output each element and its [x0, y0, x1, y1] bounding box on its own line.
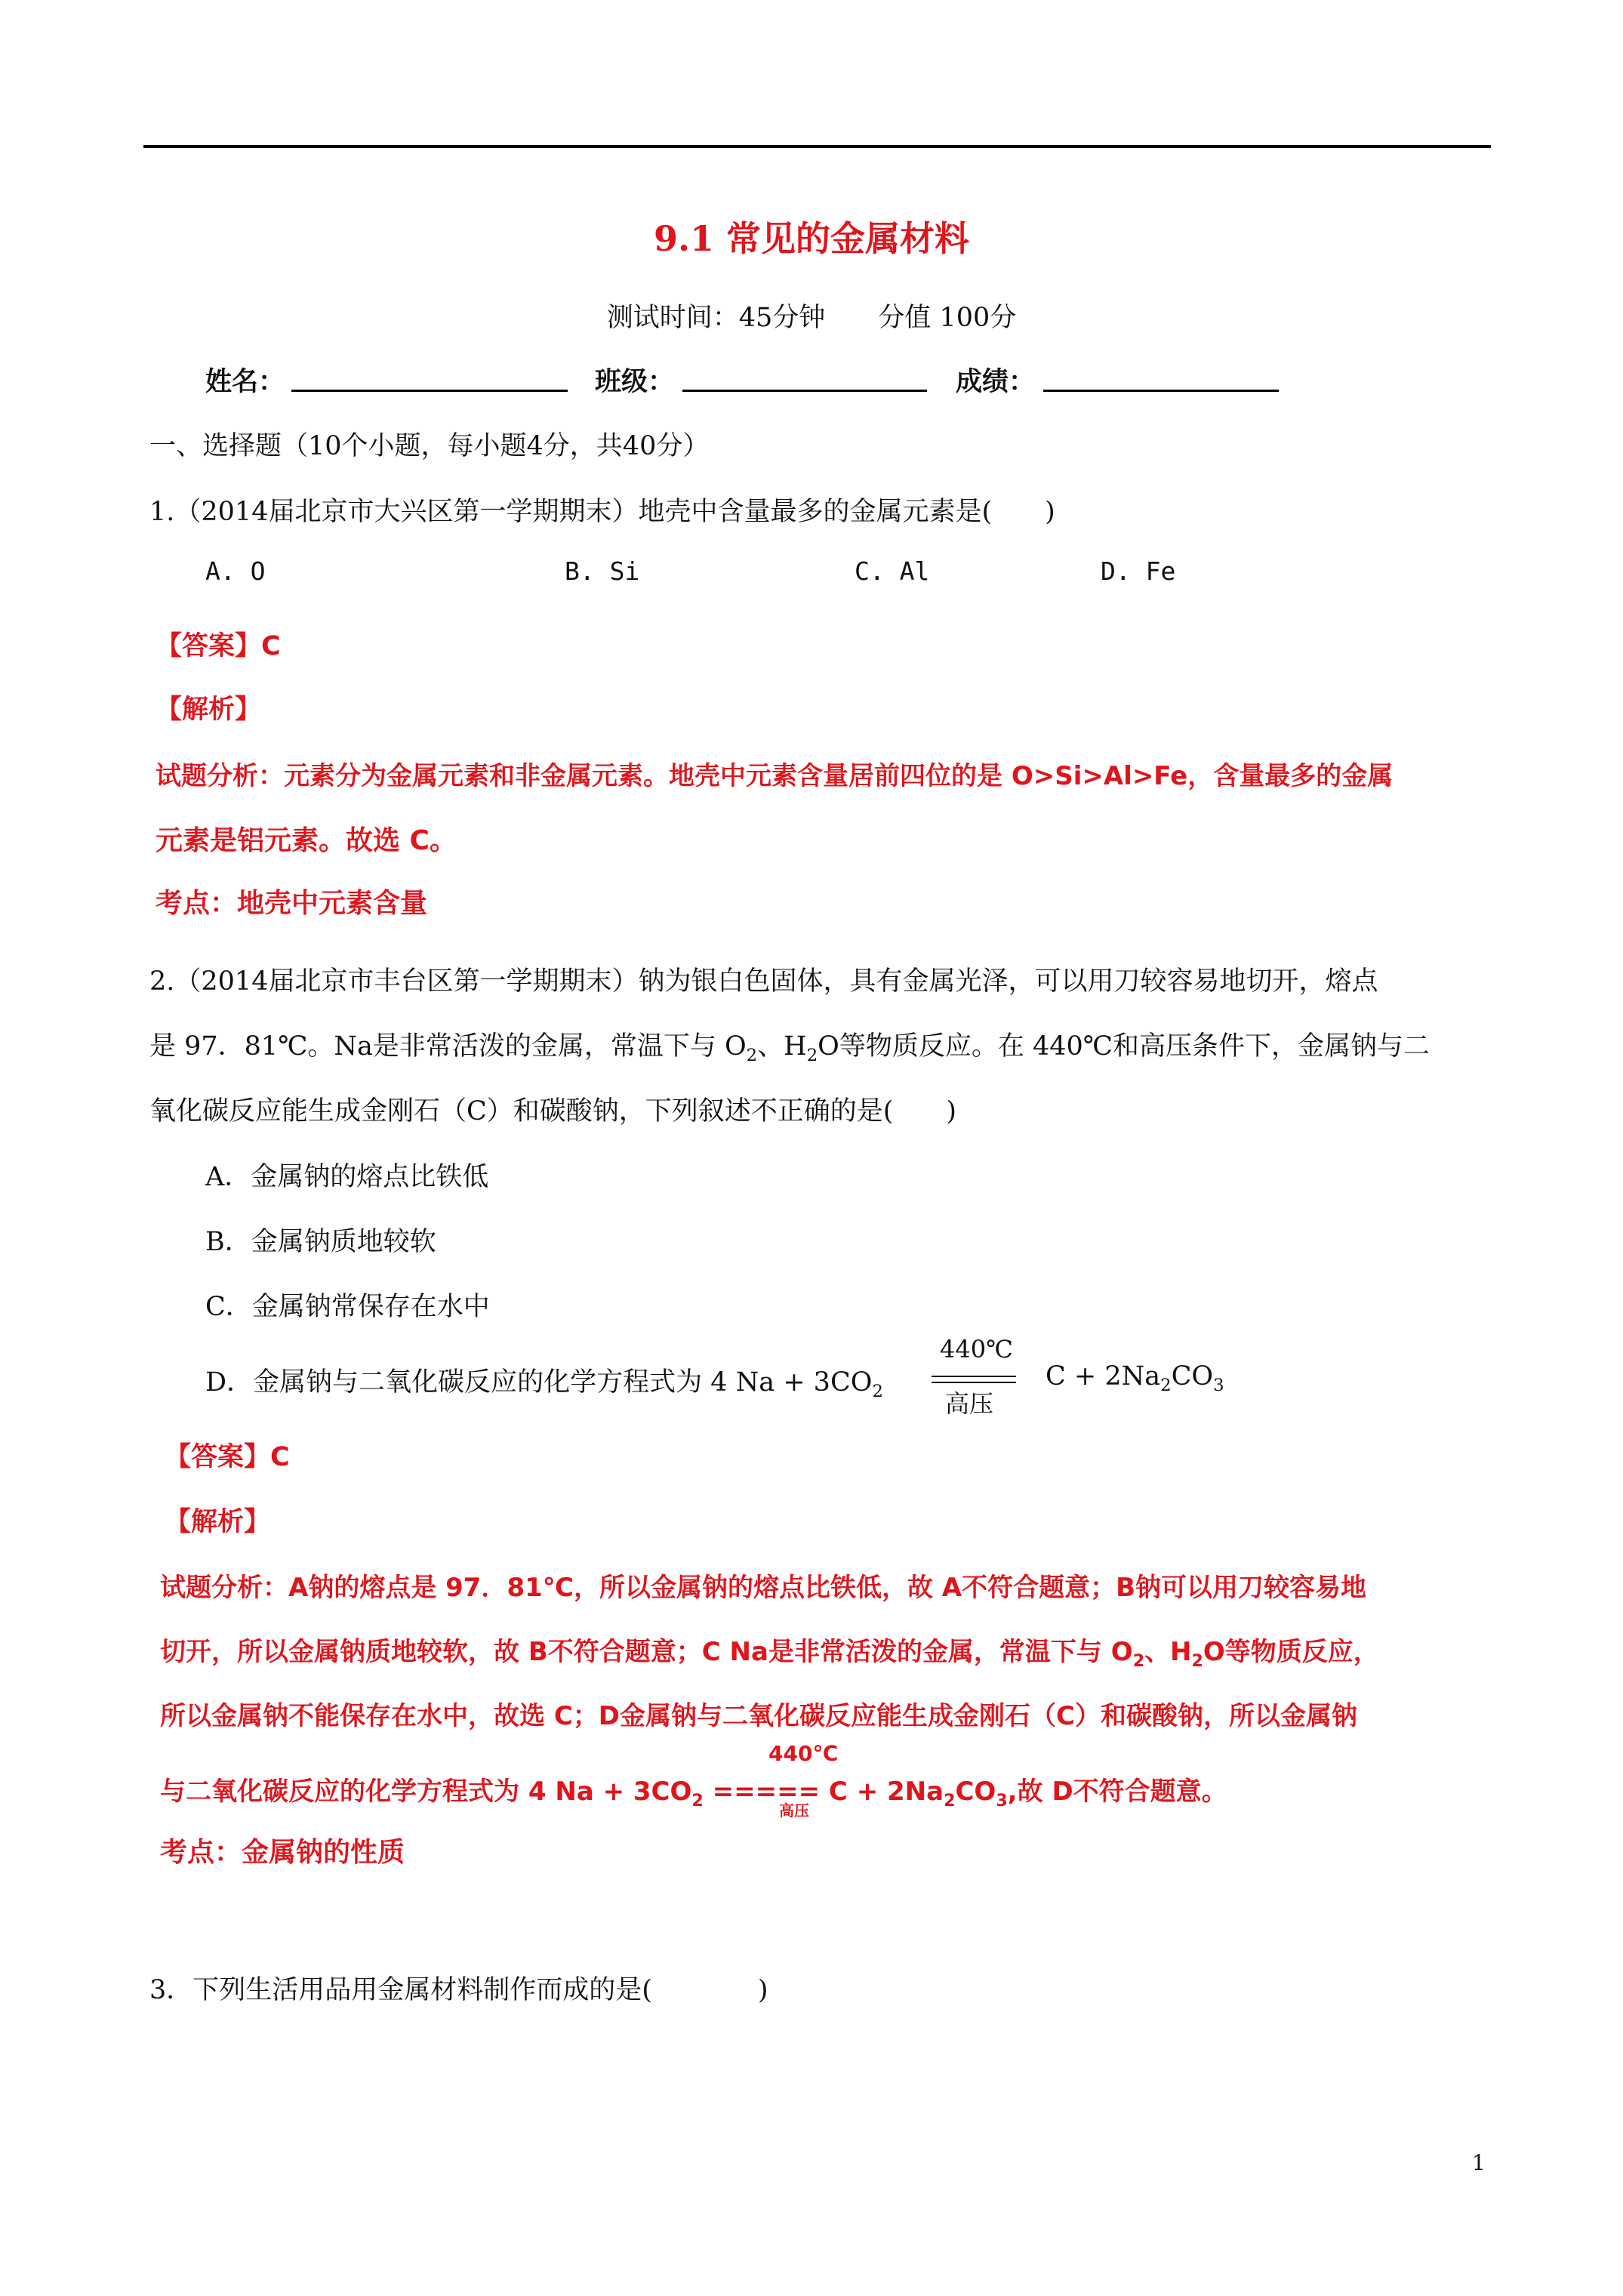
q2-eq-line-2	[932, 1382, 1016, 1383]
q2-analysis-cond-top: 440℃	[768, 1741, 839, 1766]
class-label: 班级：	[595, 366, 675, 397]
q1-point: 考点：地壳中元素含量	[156, 888, 428, 919]
page-number: 1	[1472, 2150, 1486, 2175]
q2-point: 考点：金属钠的性质	[160, 1837, 405, 1868]
q1-option-d: D. Fe	[1101, 556, 1176, 586]
q2-eq-cond-top: 440℃	[940, 1335, 1013, 1364]
q2-analysis-line2: 切开，所以金属钠质地较软，故 B不符合题意；C Na是非常活泼的金属，常温下与 $O_2$、$H_2O$等物质反应，	[160, 1637, 1379, 1671]
section-heading: 一、选择题（10个小题，每小题4分，共40分）	[149, 431, 710, 461]
q1-option-a: A. O	[205, 556, 266, 586]
q2-analysis-line4: 与二氧化碳反应的化学方程式为 4 $Na + 3CO_2$ ===== $C + 2Na_2CO_3$,故 D不符合题意。	[160, 1777, 1227, 1811]
q2-option-d: D．金属钠与二氧化碳反应的化学方程式为 4 $Na + 3CO_2$	[205, 1367, 883, 1401]
q2-eq-line-1	[932, 1376, 1016, 1377]
q2-option-b: B．金属钠质地较软	[205, 1227, 436, 1257]
q2-analysis-cond-bottom: 高压	[779, 1801, 809, 1820]
q1-option-b: B. Si	[565, 556, 640, 586]
name-label: 姓名：	[205, 366, 285, 397]
grade-label: 成绩：	[956, 366, 1036, 397]
q2-option-c: C．金属钠常保存在水中	[205, 1292, 490, 1322]
q2-analysis-label: 【解析】	[165, 1507, 271, 1537]
q2-analysis-line1: 试题分析：A钠的熔点是 97．81℃，所以金属钠的熔点比铁低，故 A不符合题意；B钠可以用刀较容易地	[160, 1573, 1367, 1603]
name-field[interactable]	[291, 390, 568, 392]
q2-eq-cond-bottom: 高压	[945, 1389, 994, 1418]
q2-answer: 【答案】C	[165, 1442, 290, 1472]
test-info	[0, 297, 1623, 334]
q2-option-a: A．金属钠的熔点比铁低	[205, 1162, 489, 1192]
class-field[interactable]	[682, 390, 927, 392]
q1-option-c: C. Al	[855, 556, 930, 586]
q2-stem-line3: 氧化碳反应能生成金刚石（C）和碳酸钠，下列叙述不正确的是( )	[149, 1096, 957, 1126]
q2-stem-line2: 是 97．81℃。Na是非常活泼的金属，常温下与 $O_2$、$H_2O$等物质反应。在 440℃和高压条件下，金属钠与二	[149, 1031, 1430, 1065]
q1-stem: 1.（2014届北京市大兴区第一学期期末）地壳中含量最多的金属元素是( )	[149, 497, 1055, 527]
q3-stem: 3．下列生活用品用金属材料制作而成的是( )	[149, 1975, 768, 2005]
test-time: 测试时间：45分钟	[606, 303, 826, 333]
q2-analysis-line3: 所以金属钠不能保存在水中，故选 C；D金属钠与二氧化碳反应能生成金刚石（C）和碳酸钠，所以金属钠	[160, 1701, 1357, 1731]
q1-answer: 【答案】C	[156, 631, 281, 661]
q1-analysis-line1: 试题分析：元素分为金属元素和非金属元素。地壳中元素含量居前四位的是 O>Si>Al>Fe，含量最多的金属	[156, 761, 1394, 791]
q2-eq-right: $C + 2Na_2CO_3$	[1046, 1361, 1224, 1395]
header-rule	[143, 145, 1491, 148]
test-score: 分值 100分	[878, 303, 1017, 333]
q1-analysis-label: 【解析】	[156, 695, 262, 725]
q2-stem-line1: 2.（2014届北京市丰台区第一学期期末）钠为银白色固体，具有金属光泽，可以用刀较容易地切开，熔点	[149, 966, 1378, 997]
grade-field[interactable]	[1043, 390, 1279, 392]
q1-analysis-line2: 元素是铝元素。故选 C。	[156, 825, 457, 856]
page-title: 9.1 常见的金属材料	[653, 218, 970, 259]
